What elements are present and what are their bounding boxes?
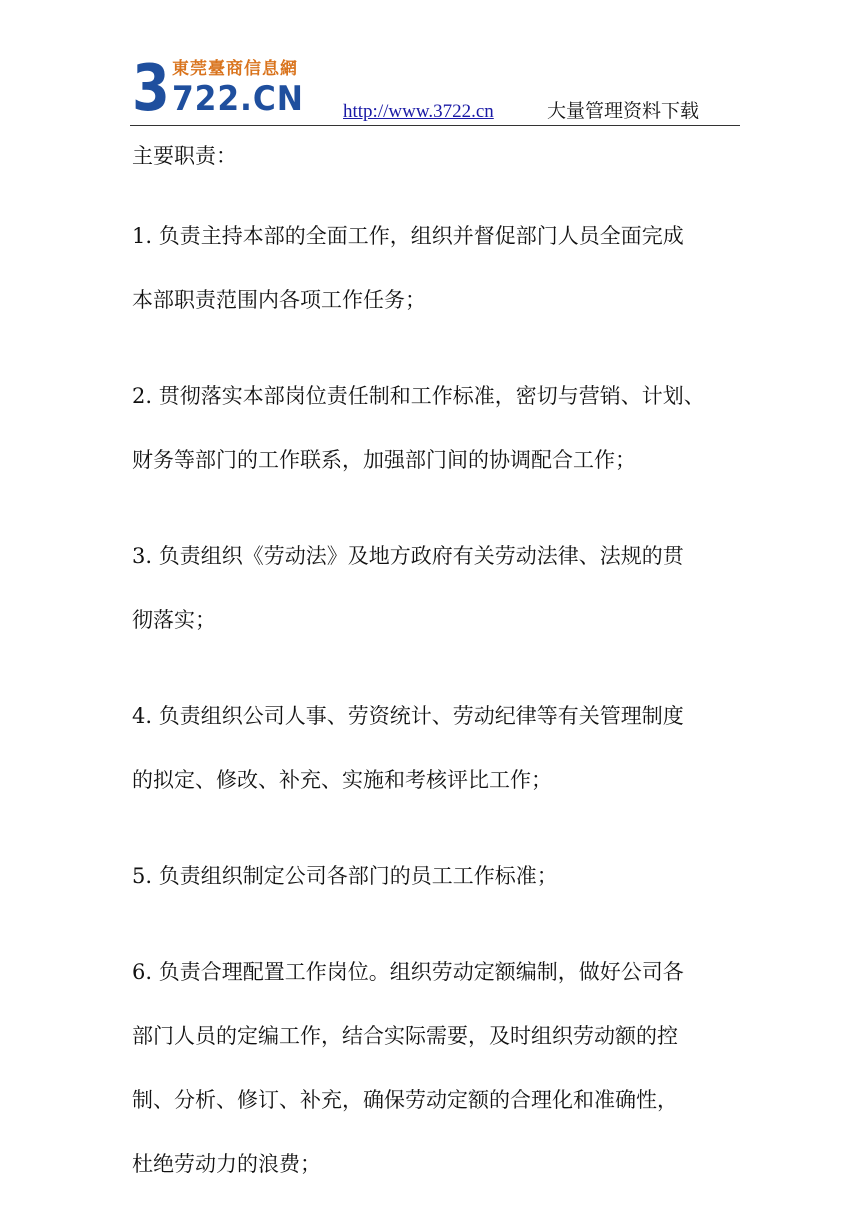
duty-item-3 [132, 524, 744, 652]
duty-item-text: 彻落实； [132, 608, 216, 632]
site-url-link[interactable]: http://www.3722.cn [343, 101, 494, 122]
duty-item-text: 2. 贯彻落实本部岗位责任制和工作标准，密切与营销、计划、 [132, 384, 705, 408]
logo-site-name: 東莞臺商信息網 [172, 59, 298, 79]
duty-item-1 [132, 204, 744, 332]
duty-item-text: 杜绝劳动力的浪费； [132, 1152, 321, 1176]
duty-item-text: 1. 负责主持本部的全面工作，组织并督促部门人员全面完成 [132, 224, 684, 248]
section-heading: 主要职责： [132, 144, 237, 168]
duty-item-text: 财务等部门的工作联系，加强部门间的协调配合工作； [132, 448, 636, 472]
duty-item-text: 的拟定、修改、补充、实施和考核评比工作； [132, 768, 552, 792]
duty-item-text: 本部职责范围内各项工作任务； [132, 288, 426, 312]
logo-numeral: 3 [132, 52, 169, 126]
duty-item-text: 部门人员的定编工作，结合实际需要，及时组织劳动额的控 [132, 1024, 678, 1048]
duty-item-2 [132, 364, 744, 492]
duty-item-4 [132, 684, 744, 812]
duty-item-text: 3. 负责组织《劳动法》及地方政府有关劳动法律、法规的贯 [132, 544, 684, 568]
page-header [130, 52, 740, 127]
header-tagline: 大量管理资料下载 [547, 100, 700, 122]
site-logo [130, 52, 305, 126]
duty-item-5 [132, 844, 744, 908]
duty-item-text: 制、分析、修订、补充，确保劳动定额的合理化和准确性， [132, 1088, 678, 1112]
document-body [132, 140, 744, 1196]
duty-item-text: 6. 负责合理配置工作岗位。组织劳动定额编制，做好公司各 [132, 960, 684, 984]
duty-item-text: 5. 负责组织制定公司各部门的员工工作标准； [132, 864, 558, 888]
duty-item-text: 4. 负责组织公司人事、劳资统计、劳动纪律等有关管理制度 [132, 704, 684, 728]
logo-domain: 722.CN [172, 79, 304, 119]
duty-item-6 [132, 940, 744, 1196]
header-divider [130, 125, 740, 126]
